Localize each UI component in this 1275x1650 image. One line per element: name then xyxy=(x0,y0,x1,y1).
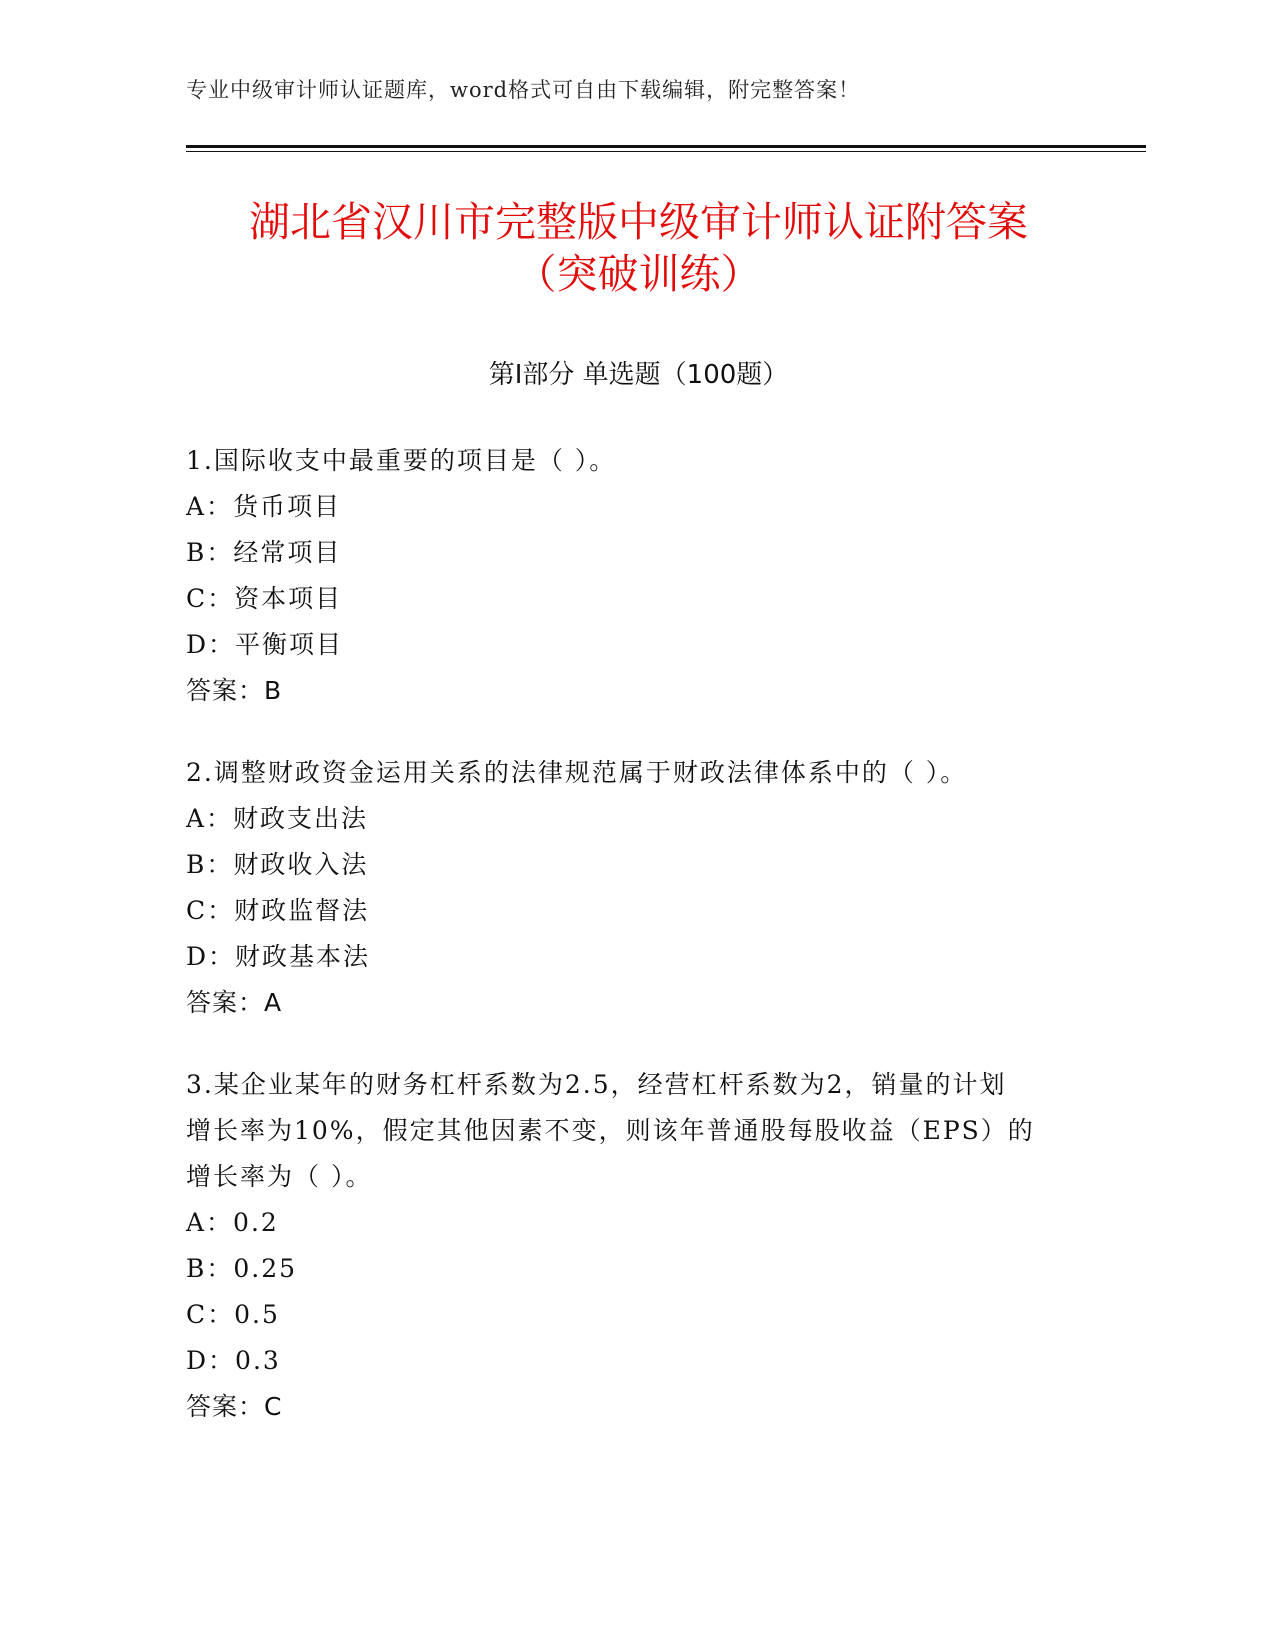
option-a: A：货币项目 xyxy=(186,492,342,521)
option-c: C：0.5 xyxy=(186,1300,280,1329)
answer: 答案：A xyxy=(186,988,283,1017)
option-b: B：经常项目 xyxy=(186,538,342,567)
option-a: A：财政支出法 xyxy=(186,804,369,833)
option-d: D：财政基本法 xyxy=(186,942,371,971)
option-a: A：0.2 xyxy=(186,1208,279,1237)
question-stem-line-3: 增长率为（ ）。 xyxy=(186,1162,373,1191)
option-b: B：0.25 xyxy=(186,1254,298,1283)
question-1 xyxy=(186,438,1066,714)
question-list xyxy=(186,438,1066,1466)
option-d: D：0.3 xyxy=(186,1346,281,1375)
question-stem-line-1: 3.某企业某年的财务杠杆系数为2.5，经营杠杆系数为2，销量的计划 xyxy=(186,1070,1007,1099)
answer: 答案：B xyxy=(186,676,283,705)
header-note: 专业中级审计师认证题库，word格式可自由下载编辑，附完整答案！ xyxy=(186,78,861,102)
answer: 答案：C xyxy=(186,1392,283,1421)
header-rule-thick xyxy=(186,145,1146,148)
question-3 xyxy=(186,1062,1066,1430)
header-rule-thin xyxy=(186,151,1146,152)
question-stem: 1.国际收支中最重要的项目是（ ）。 xyxy=(186,446,617,475)
question-stem: 2.调整财政资金运用关系的法律规范属于财政法律体系中的（ ）。 xyxy=(186,758,968,787)
option-b: B：财政收入法 xyxy=(186,850,369,879)
title-line-1: 湖北省汉川市完整版中级审计师认证附答案 xyxy=(249,198,1028,246)
section-heading: 第Ⅰ部分 单选题（100题） xyxy=(488,360,789,390)
option-d: D：平衡项目 xyxy=(186,630,344,659)
option-c: C：资本项目 xyxy=(186,584,343,613)
question-stem-line-2: 增长率为10%，假定其他因素不变，则该年普通股每股收益（EPS）的 xyxy=(186,1116,1035,1145)
title-line-2: （突破训练） xyxy=(515,250,762,298)
option-c: C：财政监督法 xyxy=(186,896,370,925)
document-title xyxy=(186,196,1091,300)
question-2 xyxy=(186,750,1066,1026)
